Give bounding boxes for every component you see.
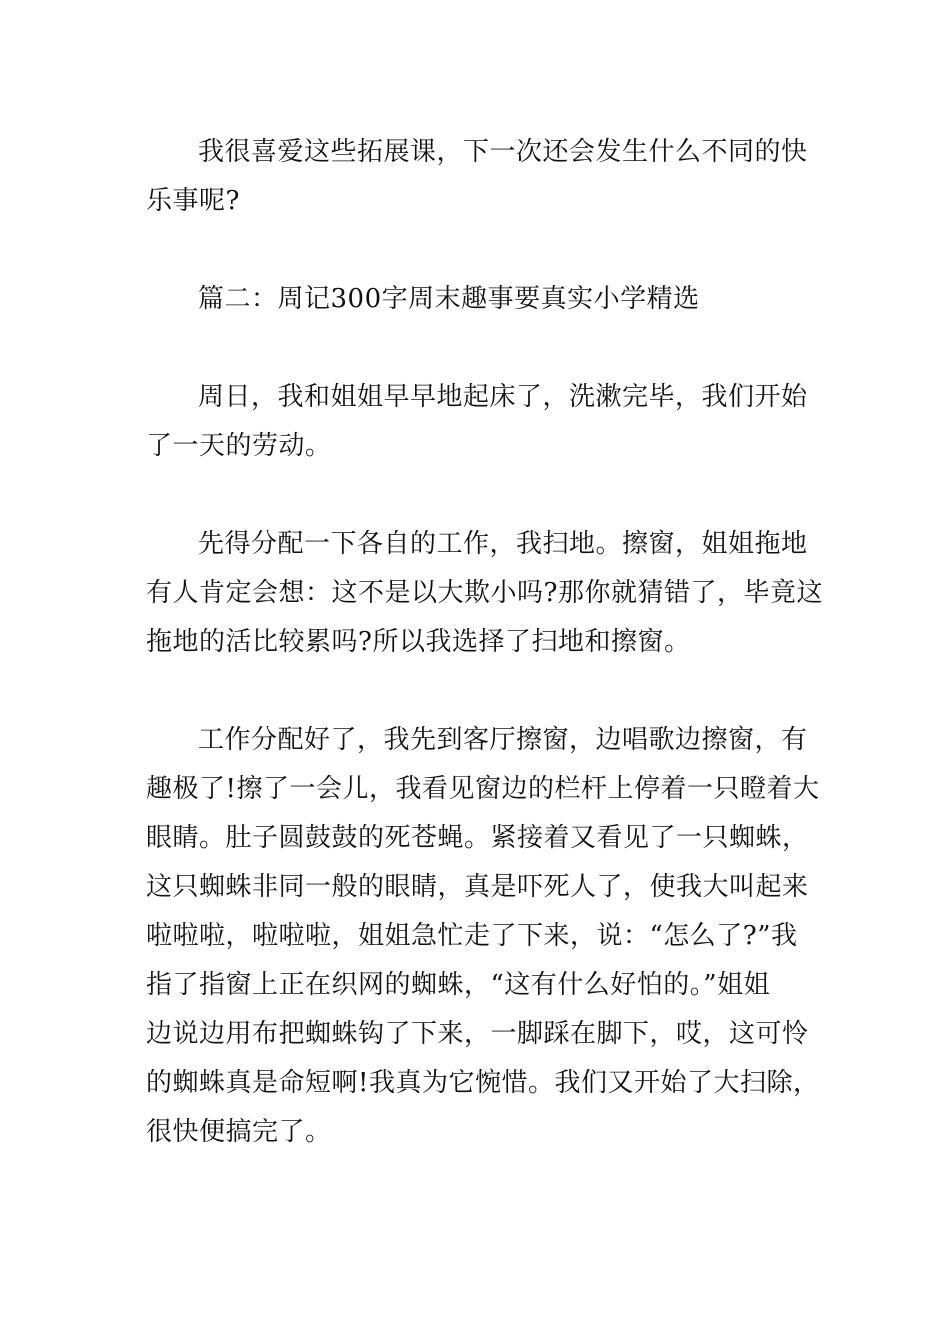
text-line: 边说边用布把蜘蛛钩了下来，一脚踩在脚下，哎，这可怜 [146, 1019, 809, 1049]
text-line: 拖地的活比较累吗?所以我选择了扫地和擦窗。 [146, 627, 691, 657]
text-line: 篇二：周记300字周末趣事要真实小学精选 [198, 284, 700, 314]
text-line: 很快便搞完了。 [146, 1117, 332, 1147]
text-line: 有人肯定会想：这不是以大欺小吗?那你就猜错了，毕竟这 [146, 578, 823, 608]
text-line: 眼睛。肚子圆鼓鼓的死苍蝇。紧接着又看见了一只蜘蛛， [146, 823, 809, 853]
text-line: 趣极了!擦了一会儿，我看见窗边的栏杆上停着一只瞪着大 [146, 774, 820, 804]
text-line: 的蜘蛛真是命短啊!我真为它惋惜。我们又开始了大扫除， [146, 1068, 820, 1098]
text-line: 指了指窗上正在织网的蜘蛛，“这有什么好怕的。”姐姐 [146, 970, 771, 1000]
text-line: 啦啦啦，啦啦啦，姐姐急忙走了下来，说：“怎么了?”我 [146, 921, 798, 951]
text-line: 周日，我和姐姐早早地起床了，洗漱完毕，我们开始 [198, 382, 808, 412]
paragraph-5 [146, 716, 820, 1157]
text-line: 先得分配一下各自的工作，我扫地。擦窗，姐姐拖地 [198, 529, 808, 559]
text-line: 工作分配好了，我先到客厅擦窗，边唱歌边擦窗，有 [198, 725, 808, 755]
paragraph-1 [146, 128, 810, 226]
section-heading [146, 275, 810, 324]
text-line: 这只蜘蛛非同一般的眼睛，真是吓死人了，使我大叫起来 [146, 872, 809, 902]
paragraph-3 [146, 373, 810, 471]
paragraph-4 [146, 520, 823, 667]
text-line: 我很喜爱这些拓展课，下一次还会发生什么不同的快 [198, 137, 808, 167]
text-line: 乐事呢? [146, 186, 240, 216]
text-line: 了一天的劳动。 [146, 431, 332, 461]
document-body [146, 128, 823, 1206]
